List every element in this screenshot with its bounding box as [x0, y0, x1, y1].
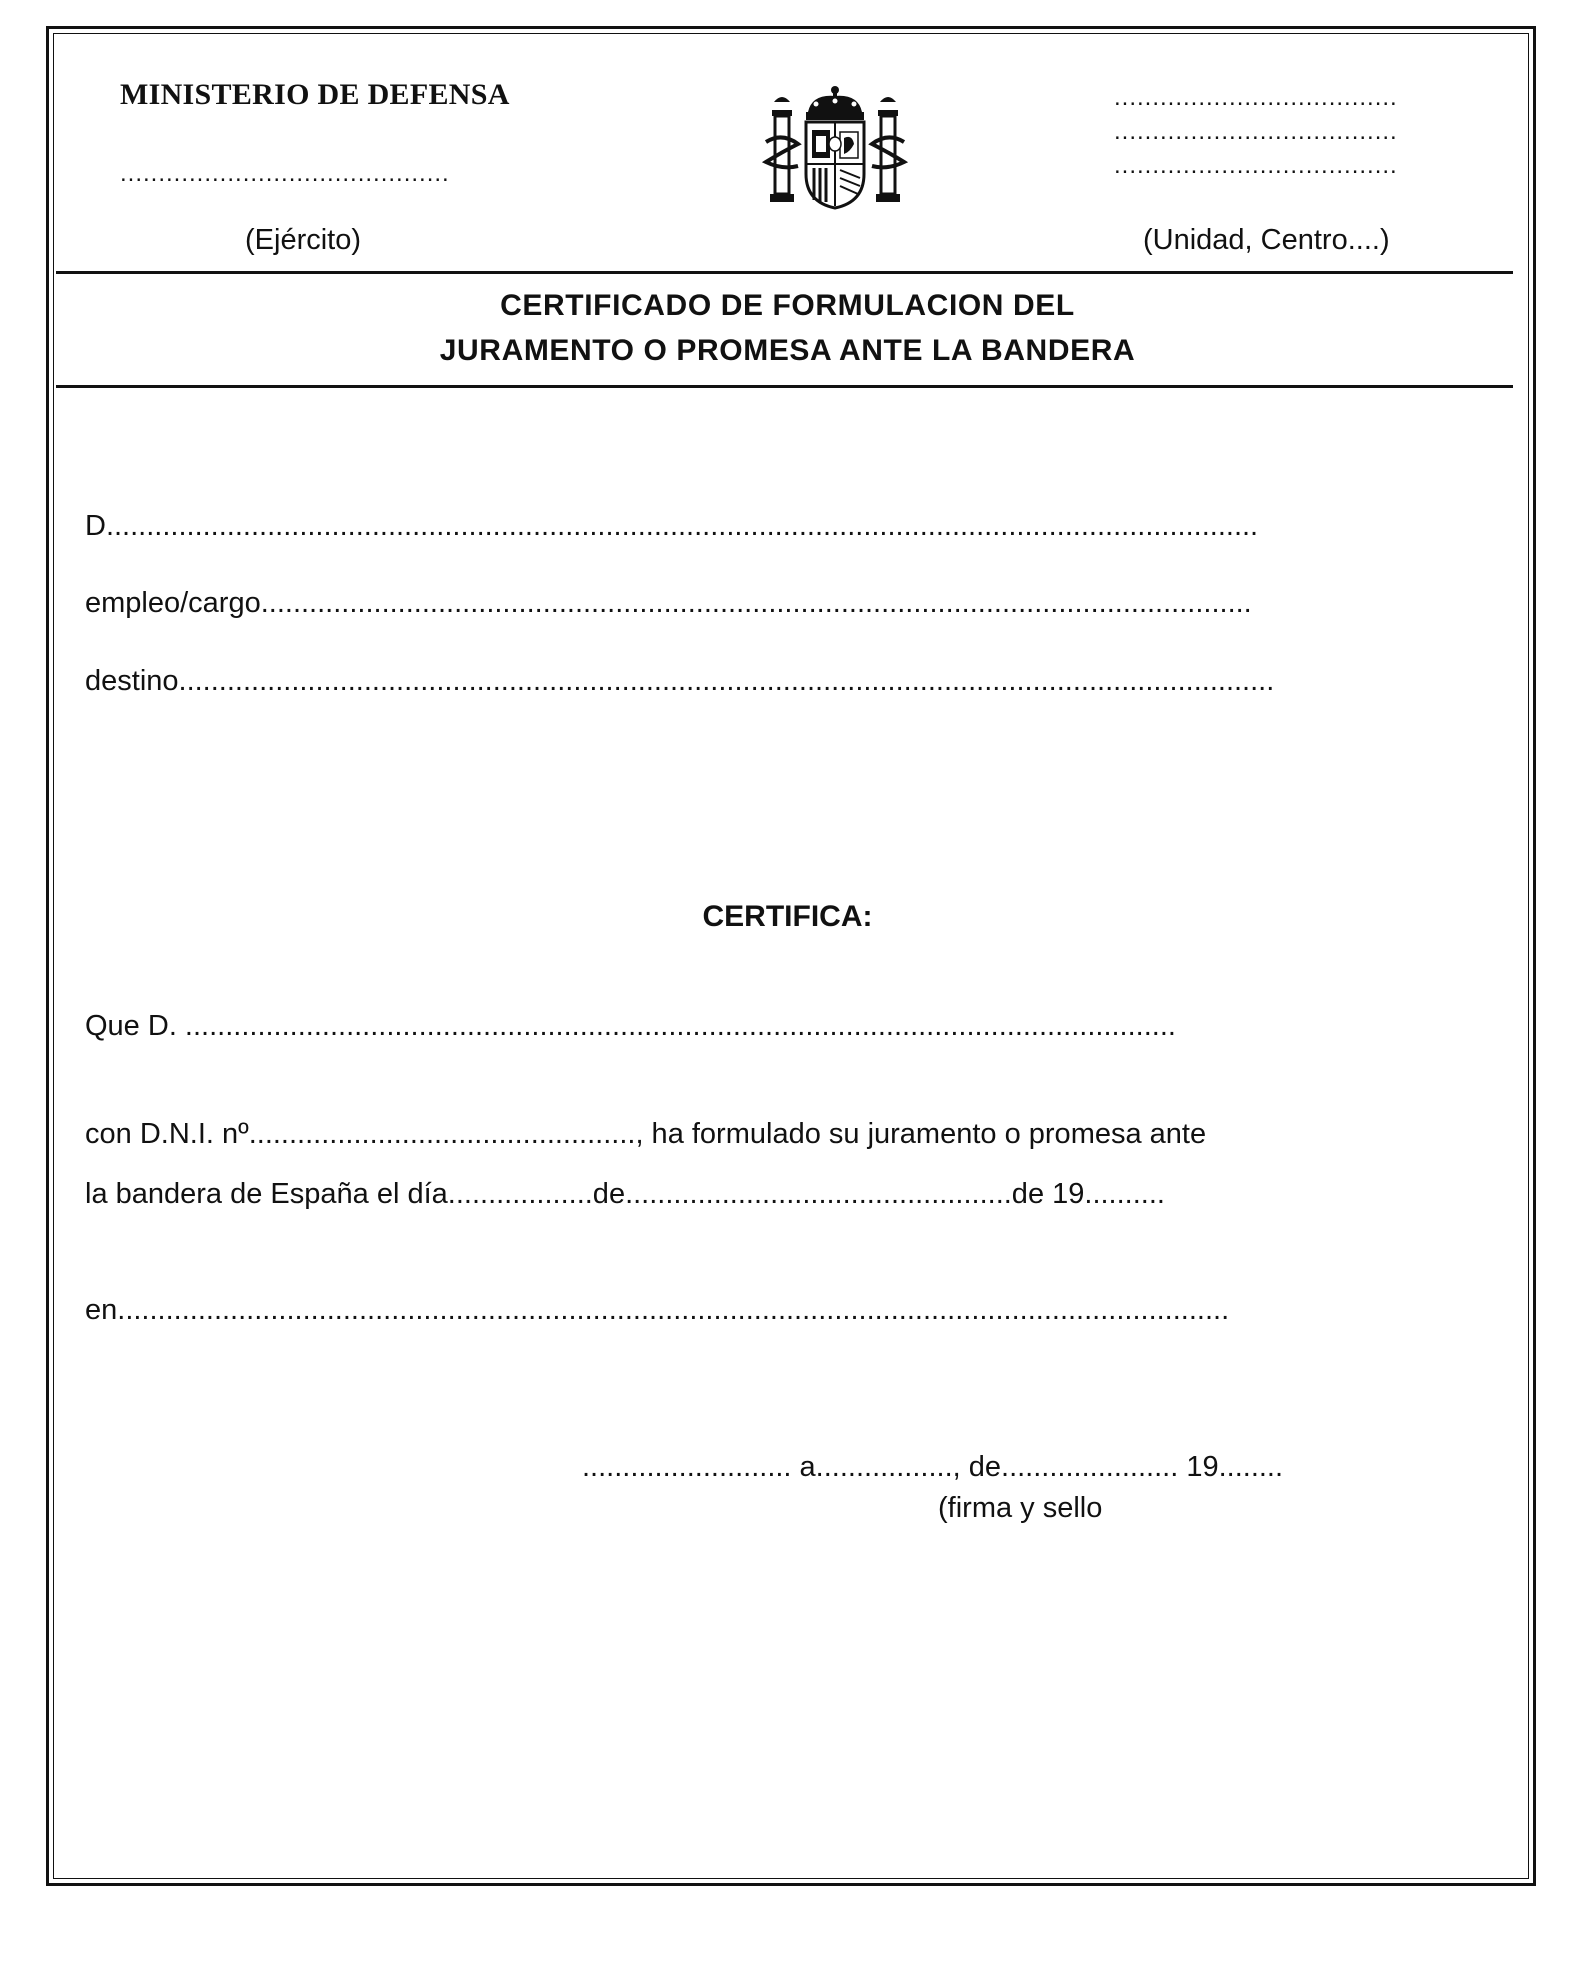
field-que-d: Que D. ........................................................................................................................... [85, 1010, 1176, 1042]
field-en: en.......................................................................................................................................... [85, 1294, 1230, 1326]
field-empleo-cargo: empleo/cargo........................................................................................................................... [85, 587, 1252, 619]
field-destino: destino........................................................................................................................................ [85, 665, 1275, 697]
document-title-line-1: CERTIFICADO DE FORMULACION DEL [500, 289, 1075, 322]
field-bandera-fecha: la bandera de España el día..................de................................................de 19.......... [85, 1178, 1165, 1210]
document-title-line-2: JURAMENTO O PROMESA ANTE LA BANDERA [439, 334, 1136, 367]
signature-label: (firma y sello [938, 1492, 1103, 1524]
signature-place-date: .......................... a................., de...................... 19........ [582, 1451, 1284, 1483]
unit-blank-3: ..................................... [1114, 152, 1398, 179]
spanish-coat-of-arms-icon [760, 82, 910, 212]
ministry-name: MINISTERIO DE DEFENSA [120, 78, 510, 111]
header-divider [56, 271, 1513, 274]
title-divider [56, 385, 1513, 388]
field-dni: con D.N.I. nº................................................, ha formulado su juramento o promesa ante [85, 1118, 1207, 1150]
unit-blank-1: ..................................... [1114, 84, 1398, 111]
field-d: D............................................................................................................................................... [85, 510, 1259, 542]
unit-blank-2: ..................................... [1114, 118, 1398, 145]
unidad-label: (Unidad, Centro....) [1143, 224, 1390, 256]
ministry-blank: ........................................... [120, 160, 450, 187]
ejercito-label: (Ejército) [245, 224, 362, 256]
certifica-heading: CERTIFICA: [702, 900, 873, 933]
